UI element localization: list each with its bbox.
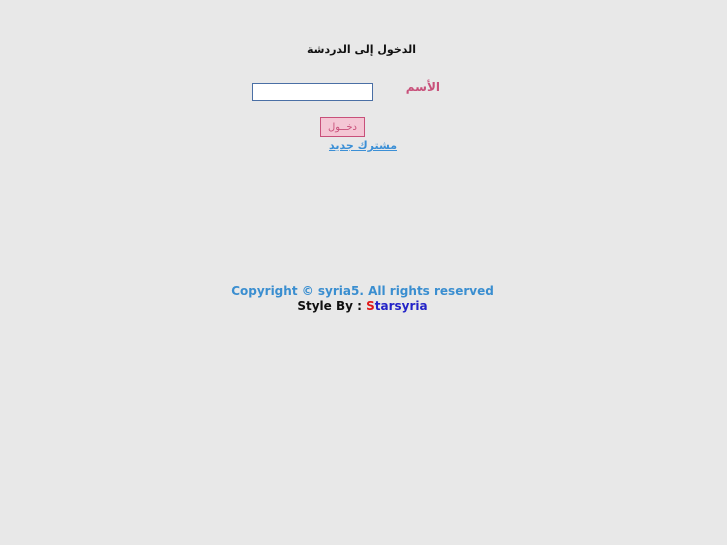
page-title: الدخول إلى الدردشة	[306, 43, 417, 56]
style-by-prefix: Style By :	[297, 299, 367, 313]
name-label: الأسم	[405, 80, 440, 94]
brand-rest: tarsyria	[374, 299, 428, 313]
style-by-credit	[0, 299, 726, 313]
copyright-text: Copyright © syria5. All rights reserved	[231, 284, 494, 298]
brand-first-letter: S	[366, 299, 375, 313]
new-member-link[interactable]: مشترك جديد	[328, 139, 397, 152]
name-input[interactable]	[252, 83, 373, 101]
login-button[interactable]: دخــول	[320, 117, 365, 137]
